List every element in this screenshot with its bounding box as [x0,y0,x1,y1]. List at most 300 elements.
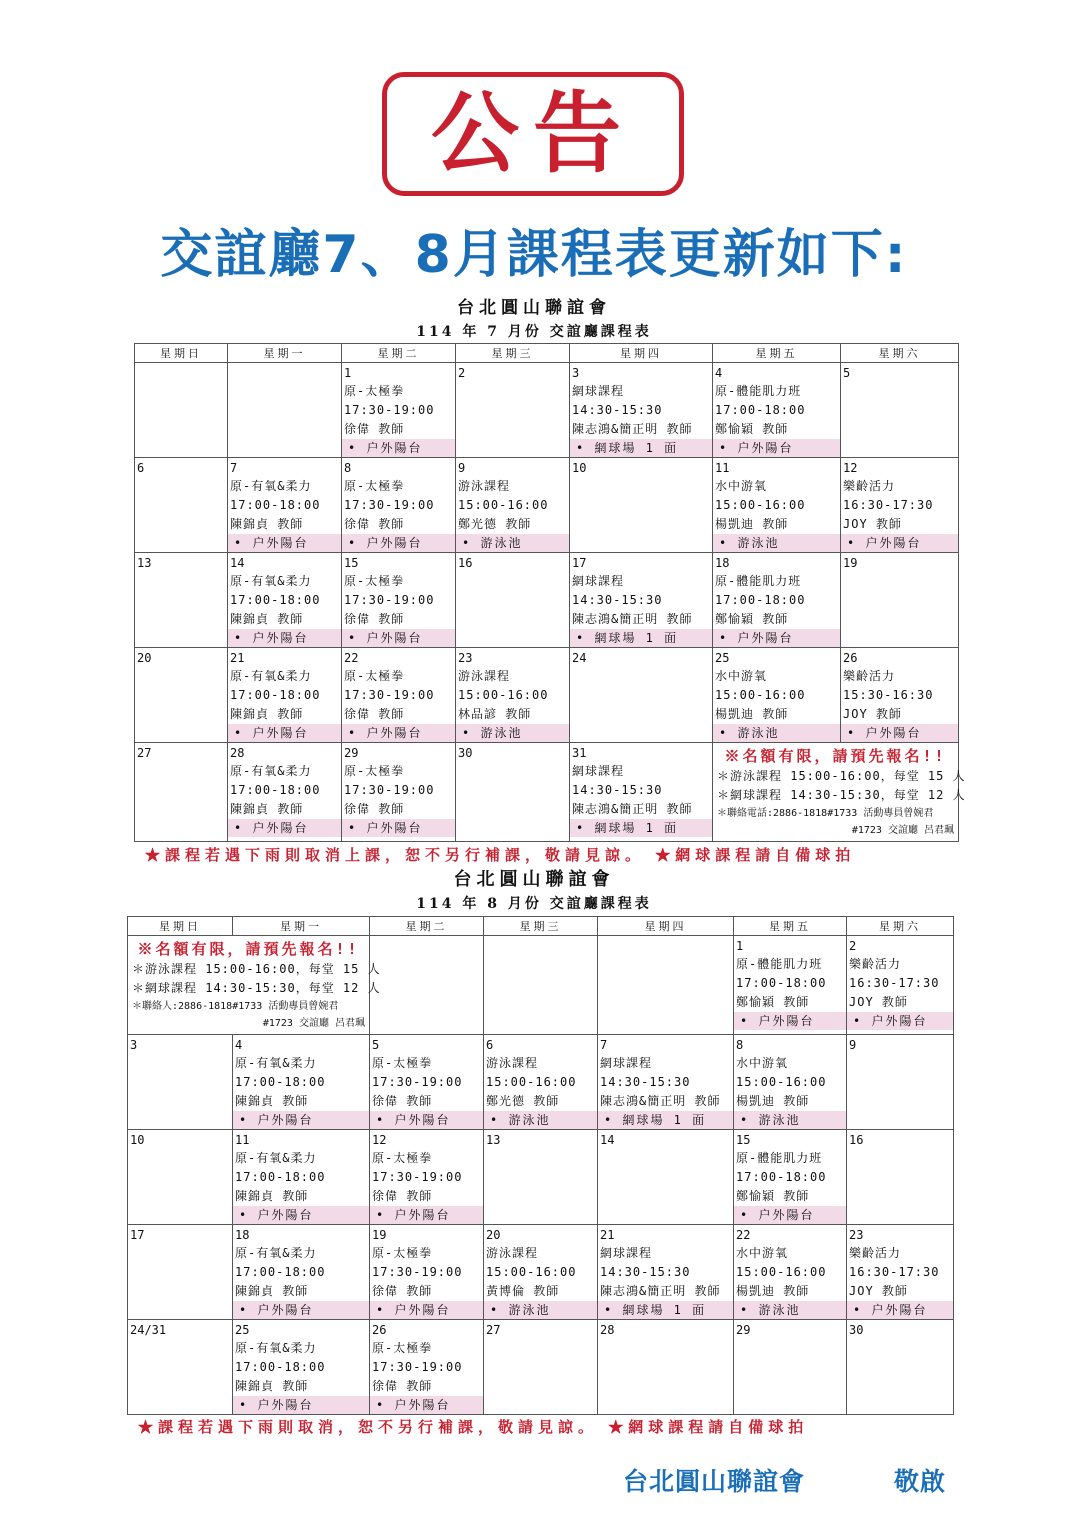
class-location: • 游泳池 [734,1301,846,1319]
day-number: 10 [572,461,587,475]
cell-content [713,363,840,457]
day-number: 22 [736,1228,751,1242]
notice-title: ※名額有限，請預先報名!! [724,747,947,765]
day-cell [713,363,841,458]
cell-content [570,743,712,837]
class-teacher: 陳錦貞 教師 [230,707,304,721]
class-teacher: 楊凱迪 教師 [715,517,789,531]
day-cell [598,1035,734,1130]
cell-content [228,648,341,742]
day-cell [456,363,570,458]
class-teacher: 陳錦貞 教師 [230,612,304,626]
cell-content [342,553,455,647]
class-time: 17:00-18:00 [230,688,321,702]
day-cell [228,648,342,743]
day-number: 14 [600,1133,615,1147]
day-cell [135,458,228,553]
day-number: 18 [235,1228,250,1242]
class-location: • 網球場 1 面 [570,439,712,457]
day-cell [484,1035,598,1130]
class-time: 17:00-18:00 [235,1265,326,1279]
class-location: • 網球場 1 面 [570,629,712,647]
announcement-badge [382,72,684,196]
day-cell [841,363,959,458]
class-time: 15:00-16:00 [715,688,806,702]
class-name: 原-有氧&柔力 [235,1246,317,1260]
day-number: 15 [344,556,359,570]
day-number: 25 [715,651,730,665]
class-name: 原-太極拳 [344,764,405,778]
day-cell [841,648,959,743]
class-name: 原-太極拳 [344,479,405,493]
day-cell [342,648,456,743]
day-number: 27 [137,746,152,760]
day-cell [370,1130,484,1225]
day-number: 3 [572,366,580,380]
class-name: 游泳課程 [486,1056,539,1070]
week-row [128,1130,954,1225]
cell-content [456,458,569,552]
headline: 交誼廳7、8月課程表更新如下: [160,225,908,285]
cell-content [847,1225,953,1319]
class-time: 14:30-15:30 [600,1075,691,1089]
cell-content [233,1130,369,1224]
week-row [128,1225,954,1320]
class-time: 17:00-18:00 [715,403,806,417]
cell-content [713,458,840,552]
week-row [128,1320,954,1415]
weekday-header: 星期六 [847,917,954,936]
class-location: • 户外陽台 [841,724,958,742]
class-teacher: 楊凱迪 教師 [736,1094,810,1108]
august-schedule-table [127,916,954,1415]
day-cell [734,1225,847,1320]
notice-contact: ＊聯絡電話:2886-1818#1733 活動專員曾婉君 [717,808,934,819]
day-cell [135,743,228,842]
cell-content [228,553,341,647]
class-name: 原-有氧&柔力 [230,669,312,683]
class-location: • 户外陽台 [713,629,840,647]
class-name: 網球課程 [572,764,625,778]
day-cell [598,1130,734,1225]
class-teacher: 楊凱迪 教師 [736,1284,810,1298]
notice-tennis: ＊網球課程 14:30-15:30，每堂 12 人 [132,981,381,995]
day-cell [847,1320,954,1415]
weekday-header: 星期一 [233,917,370,936]
cell-content [456,743,569,837]
day-cell [370,1035,484,1130]
class-location: • 游泳池 [484,1111,597,1129]
day-cell [598,936,734,1035]
class-time: 17:30-19:00 [372,1360,463,1374]
class-location: • 游泳池 [713,534,840,552]
day-cell [228,553,342,648]
day-number: 29 [344,746,359,760]
cell-content [456,553,569,647]
day-number: 9 [458,461,466,475]
class-location: • 户外陽台 [228,724,341,742]
class-name: 原-有氧&柔力 [230,764,312,778]
day-number: 29 [736,1323,751,1337]
class-time: 17:00-18:00 [235,1170,326,1184]
day-cell [484,936,598,1035]
day-cell [570,458,713,553]
day-number: 31 [572,746,587,760]
cell-content [484,936,597,1030]
day-cell [342,458,456,553]
class-time: 15:00-16:00 [486,1265,577,1279]
day-cell [128,1320,233,1415]
day-number: 21 [600,1228,615,1242]
cell-content [734,1035,846,1129]
day-cell [233,1035,370,1130]
cell-content [734,1320,846,1414]
weekday-header: 星期二 [342,344,456,363]
august-subtitle: 114 年 8 月份 交誼廳課程表 [416,896,652,912]
class-teacher: 陳錦貞 教師 [230,517,304,531]
class-location: • 户外陽台 [342,629,455,647]
day-number: 8 [736,1038,744,1052]
cell-content [598,1130,733,1224]
cell-content [370,936,483,1030]
class-location: • 網球場 1 面 [598,1111,733,1129]
day-cell [847,1035,954,1130]
class-time: 17:00-18:00 [230,783,321,797]
day-number: 24/31 [130,1323,167,1337]
day-cell [841,458,959,553]
notice-contact-2: #1723 交誼廳 呂君珮 [851,825,954,836]
class-time: 17:00-18:00 [715,593,806,607]
day-number: 5 [843,366,851,380]
cell-content [841,363,958,457]
week-row [128,936,954,1035]
day-number: 7 [600,1038,608,1052]
day-cell [456,458,570,553]
day-cell [734,1130,847,1225]
cell-content [370,1130,483,1224]
day-cell [370,1320,484,1415]
class-time: 17:30-19:00 [344,783,435,797]
cell-content [734,1225,846,1319]
weekday-header: 星期六 [841,344,959,363]
day-cell [484,1130,598,1225]
day-number: 6 [137,461,145,475]
day-number: 19 [843,556,858,570]
class-name: 樂齡活力 [849,957,902,971]
day-cell [484,1225,598,1320]
cell-content [484,1130,597,1224]
cell-content [847,1130,953,1224]
badge-text: 公告 [430,82,635,185]
class-time: 17:00-18:00 [235,1075,326,1089]
cell-content [570,458,712,552]
day-number [370,936,483,955]
weekday-header: 星期三 [484,917,598,936]
class-teacher: 林品諺 教師 [458,707,532,721]
day-number [228,363,341,382]
cell-content [228,743,341,837]
cell-content [598,1035,733,1129]
class-location: • 户外陽台 [841,534,958,552]
cell-content [484,1320,597,1414]
class-time: 17:30-19:00 [344,498,435,512]
class-teacher: 徐偉 教師 [372,1284,433,1298]
cell-content [342,743,455,837]
day-cell [484,1320,598,1415]
footer-closing: 敬啟 [894,1467,947,1496]
week-row [135,743,959,842]
cell-content [847,1320,953,1414]
cell-content [734,936,846,1030]
class-time: 17:00-18:00 [235,1360,326,1374]
day-cell [570,363,713,458]
day-number: 12 [372,1133,387,1147]
class-location: • 户外陽台 [233,1111,369,1129]
day-cell [370,1225,484,1320]
notice-contact: ＊聯絡人:2886-1818#1733 活動專員曾婉君 [132,1001,339,1012]
weekday-header: 星期五 [734,917,847,936]
day-number: 20 [486,1228,501,1242]
day-number [135,363,227,382]
day-cell [342,553,456,648]
day-number: 13 [137,556,152,570]
day-cell [135,363,228,458]
class-teacher: JOY 教師 [849,1284,908,1298]
cell-content [370,1320,483,1414]
day-number: 11 [235,1133,250,1147]
class-name: 網球課程 [600,1056,653,1070]
class-teacher: 徐偉 教師 [344,517,405,531]
cell-content [135,553,227,647]
day-number: 17 [130,1228,145,1242]
class-name: 樂齡活力 [849,1246,902,1260]
class-location: • 户外陽台 [342,724,455,742]
class-location: • 户外陽台 [370,1111,483,1129]
day-number: 21 [230,651,245,665]
day-number: 3 [130,1038,138,1052]
class-time: 14:30-15:30 [600,1265,691,1279]
day-number: 16 [849,1133,864,1147]
day-cell [228,743,342,842]
day-cell [233,1320,370,1415]
class-time: 17:00-18:00 [736,1170,827,1184]
cell-content [370,1035,483,1129]
class-name: 原-有氧&柔力 [230,479,312,493]
class-name: 原-有氧&柔力 [235,1151,317,1165]
day-number: 4 [235,1038,243,1052]
day-cell [228,458,342,553]
weekday-header-row [135,344,959,363]
class-teacher: 陳錦貞 教師 [230,802,304,816]
class-name: 原-有氧&柔力 [235,1056,317,1070]
class-teacher: 陳錦貞 教師 [235,1379,309,1393]
class-teacher: JOY 教師 [843,707,902,721]
day-number: 16 [458,556,473,570]
class-teacher: 徐偉 教師 [344,422,405,436]
notice-cell [713,743,966,842]
day-cell [841,553,959,648]
class-name: 游泳課程 [458,479,511,493]
notice-cell [128,936,381,1035]
day-number [598,936,733,955]
day-number: 13 [486,1133,501,1147]
class-teacher: 徐偉 教師 [372,1189,433,1203]
cell-content [570,363,712,457]
day-cell [713,458,841,553]
class-teacher: 徐偉 教師 [344,707,405,721]
day-number: 1 [736,939,744,953]
day-number: 23 [849,1228,864,1242]
cell-content [456,648,569,742]
day-number: 23 [458,651,473,665]
signup-notice [128,936,381,1034]
class-location: • 户外陽台 [342,439,455,457]
week-row [135,458,959,553]
august-rain-notice: ★課程若遇下雨則取消，恕不另行補課，敬請見諒。 ★網球課程請自備球拍 [138,1418,809,1436]
day-cell [135,553,228,648]
weekday-header-row [128,917,954,936]
cell-content [228,458,341,552]
cell-content [598,1320,733,1414]
class-teacher: 陳志鴻&簡正明 教師 [600,1094,721,1108]
class-time: 15:00-16:00 [458,688,549,702]
day-cell [128,1225,233,1320]
class-name: 水中游氧 [715,669,768,683]
day-number: 2 [849,939,857,953]
class-teacher: 鄭愉穎 教師 [736,995,810,1009]
notice-swim: ＊游泳課程 15:00-16:00，每堂 15 人 [717,769,966,783]
class-time: 15:00-16:00 [715,498,806,512]
class-name: 水中游氧 [715,479,768,493]
day-cell [713,553,841,648]
day-cell [598,1320,734,1415]
day-number: 30 [458,746,473,760]
cell-content [233,1035,369,1129]
class-teacher: 陳錦貞 教師 [235,1094,309,1108]
day-number: 17 [572,556,587,570]
class-location: • 網球場 1 面 [570,819,712,837]
cell-content [598,1225,733,1319]
day-number: 11 [715,461,730,475]
cell-content [233,1320,369,1414]
cell-content [135,743,227,837]
july-rain-notice: ★課程若遇下雨則取消上課，恕不另行補課，敬請見諒。 ★網球課程請自備球拍 [145,846,856,864]
cell-content [128,1035,232,1129]
class-teacher: 陳志鴻&簡正明 教師 [572,422,693,436]
class-teacher: 陳志鴻&簡正明 教師 [572,802,693,816]
class-name: 樂齡活力 [843,669,896,683]
class-teacher: 鄭愉穎 教師 [715,422,789,436]
day-number: 26 [372,1323,387,1337]
cell-content [135,648,227,742]
class-location: • 户外陽台 [734,1206,846,1224]
class-name: 原-太極拳 [344,669,405,683]
day-number: 10 [130,1133,145,1147]
class-teacher: 陳志鴻&簡正明 教師 [600,1284,721,1298]
day-cell [847,1130,954,1225]
class-teacher: 楊凱迪 教師 [715,707,789,721]
weekday-header: 星期四 [598,917,734,936]
class-teacher: 徐偉 教師 [372,1094,433,1108]
day-cell [135,648,228,743]
day-number: 7 [230,461,238,475]
class-teacher: 徐偉 教師 [372,1379,433,1393]
class-time: 14:30-15:30 [572,403,663,417]
day-cell [847,936,954,1035]
cell-content [713,553,840,647]
day-cell [342,363,456,458]
cell-content [598,936,733,1030]
class-name: 原-體能肌力班 [715,574,802,588]
day-cell [233,1225,370,1320]
class-time: 17:30-19:00 [344,403,435,417]
class-name: 原-有氧&柔力 [235,1341,317,1355]
class-teacher: 徐偉 教師 [344,612,405,626]
class-name: 原-體能肌力班 [736,957,823,971]
cell-content [570,648,712,742]
weekday-header: 星期日 [128,917,233,936]
class-teacher: 陳錦貞 教師 [235,1284,309,1298]
cell-content [135,458,227,552]
class-time: 17:30-19:00 [372,1265,463,1279]
cell-content [342,363,455,457]
day-number: 8 [344,461,352,475]
day-cell [570,648,713,743]
weekday-header: 星期四 [570,344,713,363]
day-cell [456,743,570,842]
cell-content [370,1225,483,1319]
class-time: 17:30-19:00 [372,1075,463,1089]
class-location: • 户外陽台 [847,1012,953,1030]
cell-content [233,1225,369,1319]
day-cell [734,1035,847,1130]
class-name: 原-太極拳 [344,384,405,398]
class-location: • 游泳池 [456,724,569,742]
cell-content [342,648,455,742]
class-name: 原-太極拳 [344,574,405,588]
class-teacher: 陳志鴻&簡正明 教師 [572,612,693,626]
cell-content [841,648,958,742]
july-schedule-table [134,343,966,842]
day-number: 19 [372,1228,387,1242]
class-location: • 游泳池 [713,724,840,742]
weekday-header: 星期三 [456,344,570,363]
class-time: 17:30-19:00 [344,688,435,702]
july-org-title: 台北圓山聯誼會 [457,298,611,318]
july-subtitle: 114 年 7 月份 交誼廳課程表 [416,324,652,340]
class-teacher: JOY 教師 [849,995,908,1009]
class-time: 16:30-17:30 [843,498,934,512]
class-location: • 游泳池 [484,1301,597,1319]
day-cell [570,743,713,842]
weekday-header: 星期日 [135,344,228,363]
day-cell [370,936,484,1035]
class-location: • 游泳池 [456,534,569,552]
class-name: 原-體能肌力班 [736,1151,823,1165]
week-row [128,1035,954,1130]
day-cell [128,1130,233,1225]
day-cell [713,648,841,743]
class-location: • 户外陽台 [370,1396,483,1414]
cell-content [841,553,958,647]
class-teacher: 鄭光德 教師 [458,517,532,531]
class-name: 原-太極拳 [372,1246,433,1260]
class-teacher: 鄭光德 教師 [486,1094,560,1108]
day-cell [456,553,570,648]
day-cell [233,1130,370,1225]
class-time: 17:00-18:00 [230,593,321,607]
class-teacher: 陳錦貞 教師 [235,1189,309,1203]
